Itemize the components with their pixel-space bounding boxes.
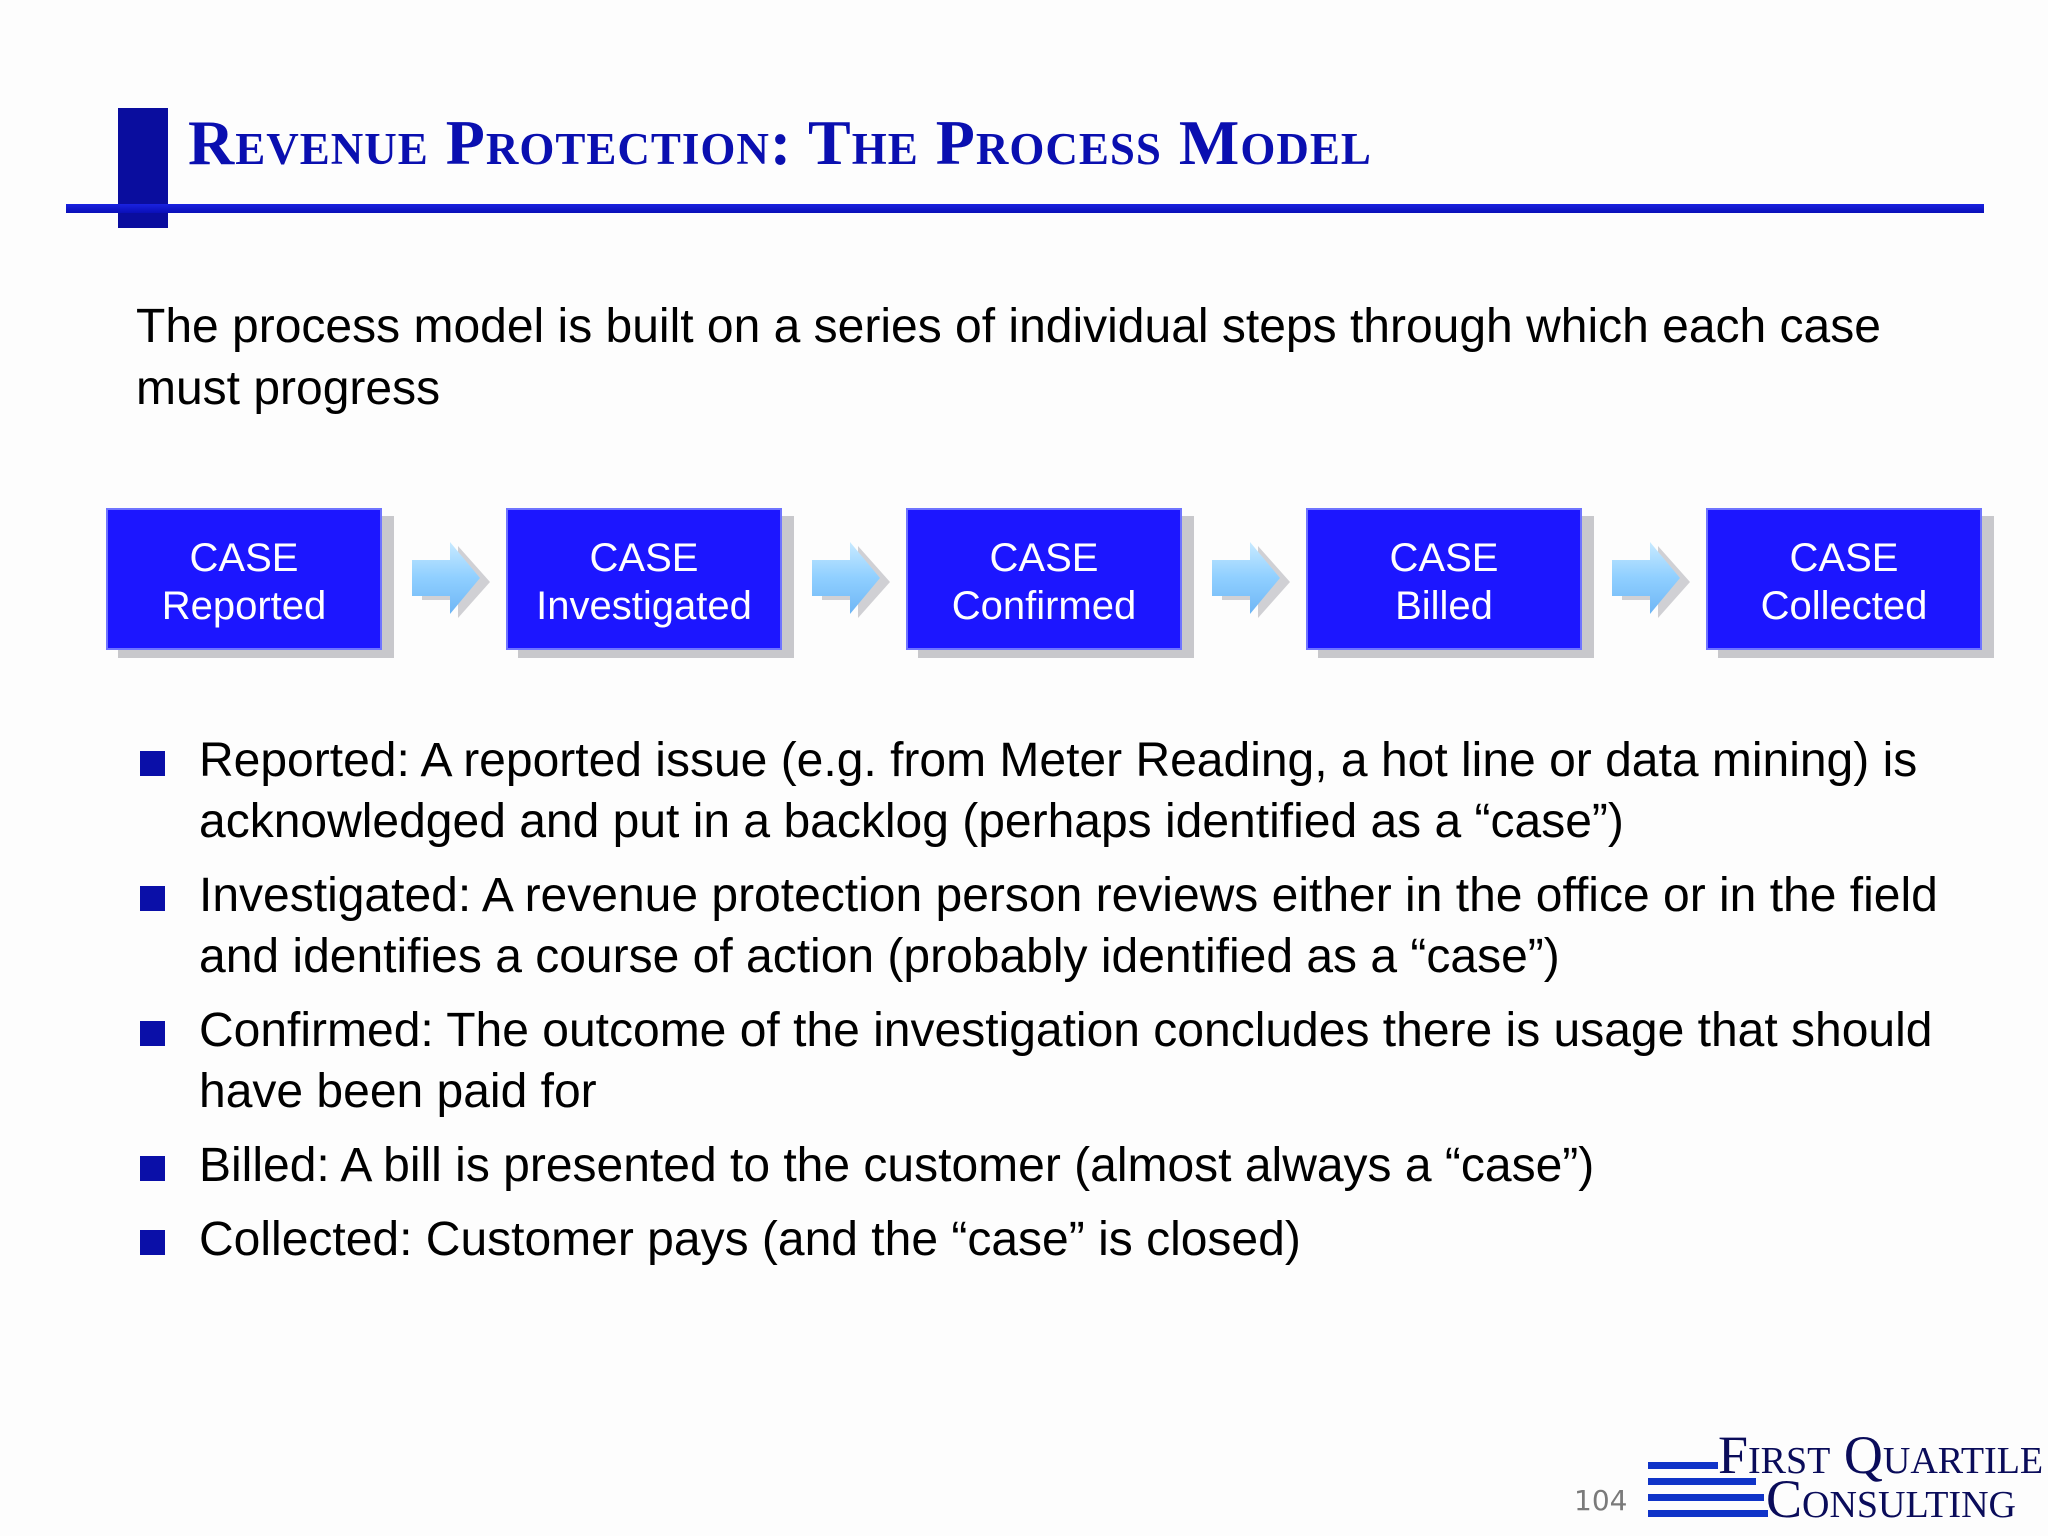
slide-title: Revenue Protection: The Process Model bbox=[188, 107, 1372, 178]
bullet-text: Collected: Customer pays (and the “case” is closed) bbox=[199, 1213, 1301, 1266]
step-label-line2: Investigated bbox=[536, 584, 752, 628]
right-arrow-icon bbox=[808, 540, 892, 620]
list-item bbox=[136, 1209, 1996, 1270]
bullet-text: Confirmed: The outcome of the investigation concludes there is usage that should have been paid for bbox=[199, 1004, 1933, 1118]
step-label-line2: Collected bbox=[1760, 584, 1928, 628]
step-label-line2: Reported bbox=[161, 584, 327, 628]
list-item bbox=[136, 865, 1996, 987]
right-arrow-icon bbox=[1608, 540, 1692, 620]
square-bullet-icon bbox=[140, 751, 165, 776]
bullet-text: Billed: A bill is presented to the customer (almost always a “case”) bbox=[199, 1139, 1595, 1192]
step-label-line1: CASE bbox=[1789, 536, 1899, 580]
bullet-text: Investigated: A revenue protection person reviews either in the office or in the field and identifies a course of action (probably identified as a “case”) bbox=[199, 869, 1938, 983]
intro-text: The process model is built on a series of individual steps through which each case must progress bbox=[136, 300, 1881, 415]
right-arrow-icon bbox=[1208, 540, 1292, 620]
square-bullet-icon bbox=[140, 886, 165, 911]
bullet-text: Reported: A reported issue (e.g. from Meter Reading, a hot line or data mining) is acknowledged and put in a backlog (perhaps identified as a “case”) bbox=[199, 734, 1918, 848]
square-bullet-icon bbox=[140, 1156, 165, 1181]
step-investigated bbox=[506, 508, 782, 650]
step-label-line1: CASE bbox=[189, 536, 299, 580]
square-bullet-icon bbox=[140, 1021, 165, 1046]
logo-text-line1: First Quartile bbox=[1718, 1425, 2044, 1485]
step-label-line1: CASE bbox=[589, 536, 699, 580]
step-label-line1: CASE bbox=[1389, 536, 1499, 580]
list-item bbox=[136, 1000, 1996, 1122]
step-label-line2: Billed bbox=[1395, 584, 1493, 628]
right-arrow-icon bbox=[408, 540, 492, 620]
list-item bbox=[136, 1135, 1996, 1196]
bullet-list bbox=[136, 730, 1996, 1283]
logo-text-line2: Consulting bbox=[1766, 1469, 2016, 1529]
square-bullet-icon bbox=[140, 1230, 165, 1255]
step-label-line2: Confirmed bbox=[951, 584, 1137, 628]
step-billed bbox=[1306, 508, 1582, 650]
page-number: 104 bbox=[1574, 1484, 1628, 1517]
company-logo bbox=[1640, 1425, 2048, 1529]
step-confirmed bbox=[906, 508, 1182, 650]
step-reported bbox=[106, 508, 382, 650]
step-label-line1: CASE bbox=[989, 536, 1099, 580]
title-underline bbox=[66, 204, 1984, 213]
list-item bbox=[136, 730, 1996, 852]
step-collected bbox=[1706, 508, 1982, 650]
